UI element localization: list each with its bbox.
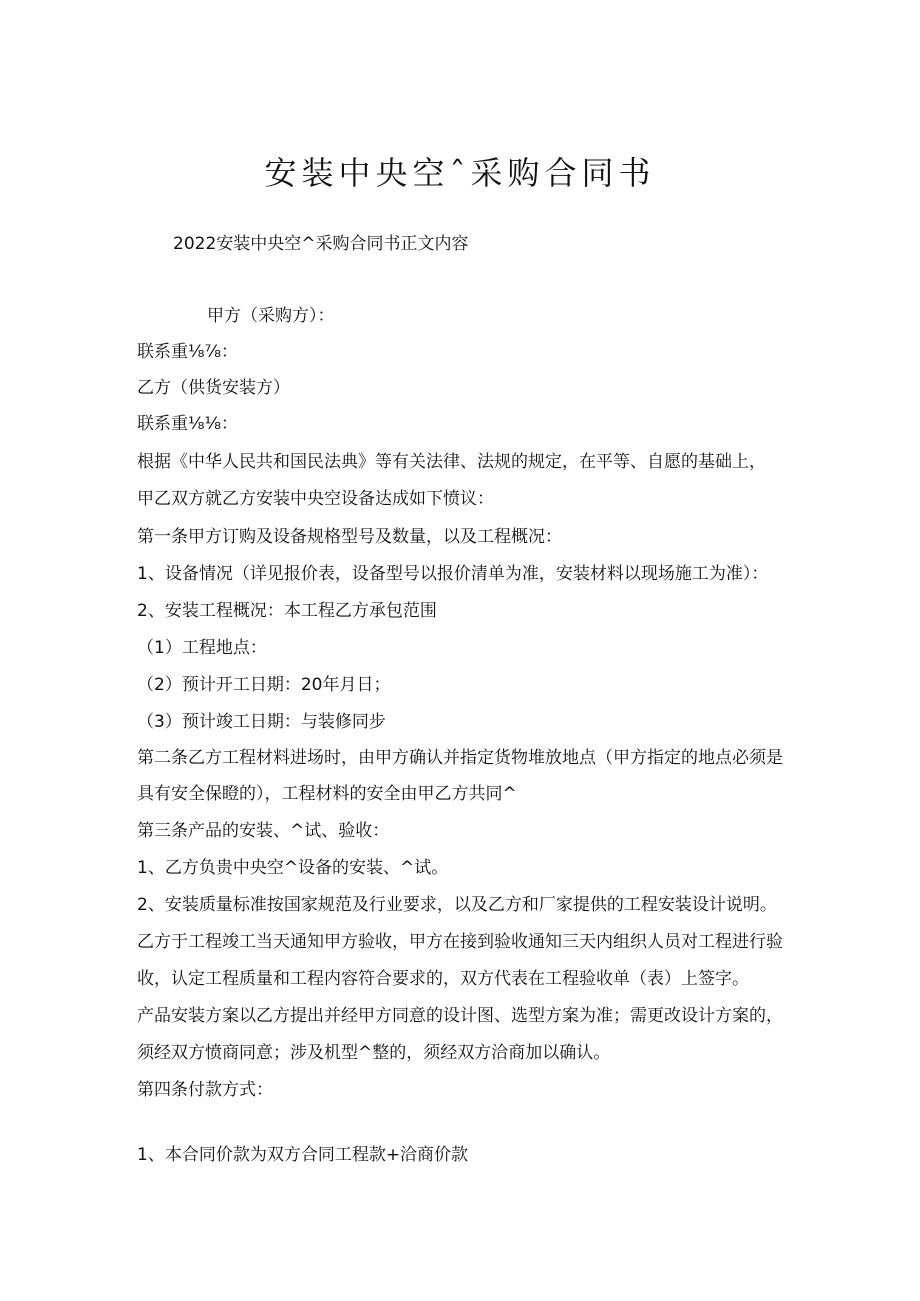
article-1-heading: 第一条甲方订购及设备规格型号及数量，以及工程概况：	[137, 527, 562, 547]
article-2-heading: 第二条乙方工程材料进场时，由甲方确认并指定货物堆放地点（甲方指定的地点必须是	[137, 748, 783, 768]
paragraph-line: 1、乙方负贵中央空^设备的安装、^试。	[137, 858, 449, 878]
paragraph-line: 1、设备情况（详见报价表，设备型号以报价清单为准，安装材料以现场施工为准）：	[137, 564, 769, 584]
paragraph-line: 须经双方愤商同意；涉及机型^整的，须经双方洽商加以确认。	[137, 1043, 611, 1063]
document-subtitle: 2022安装中央空^采购合同书正文内容	[173, 234, 469, 254]
paragraph-line: 产品安装方案以乙方提出并经甲方同意的设计图、选型方案为准；需更改设计方案的，	[137, 1006, 783, 1026]
paragraph-line: （1）工程地点：	[137, 638, 267, 658]
payment-item: 1、本合同价款为双方合同工程款+洽商价款	[137, 1145, 469, 1165]
party-a-label: 甲方（采购方）：	[207, 306, 335, 326]
contact-a-label: 联系重⅛⅞：	[137, 342, 238, 362]
paragraph-line: 乙方于工程竣工当天通知甲方验收，甲方在接到验收通知三天内组织人员对工程进行验	[137, 932, 783, 952]
paragraph-line: （3）预计竣工日期：与装修同步	[137, 712, 386, 732]
paragraph-line: 具有安全保瞪的），工程材料的安全由甲乙方共同^	[137, 784, 517, 804]
paragraph-line: 收，认定工程质量和工程内容符合要求的，双方代表在工程验收单（表）上签字。	[137, 969, 749, 989]
paragraph-line: 2、安装质量标准按国家规范及行业要求，以及乙方和厂家提供的工程安装设计说明。	[137, 895, 777, 915]
paragraph-line: 甲乙双方就乙方安装中央空设备达成如下愤议：	[137, 489, 494, 509]
contact-b-label: 联系重⅛⅛：	[137, 414, 238, 434]
article-4-heading: 第四条付款方式：	[137, 1080, 273, 1100]
document-title: 安装中央空ˆ采购合同书	[264, 154, 656, 192]
paragraph-line: 2、安装工程概况：本工程乙方承包范围	[137, 601, 437, 621]
paragraph-line: （2）预计开工日期：20年月日；	[137, 675, 391, 695]
paragraph-line: 根据《中华人民共和国民法典》等有关法律、法规的规定，在平等、自愿的基础上，	[137, 452, 766, 472]
party-b-label: 乙方（供货安装方）	[137, 378, 290, 398]
article-3-heading: 第三条产品的安装、^试、验收：	[137, 821, 390, 841]
